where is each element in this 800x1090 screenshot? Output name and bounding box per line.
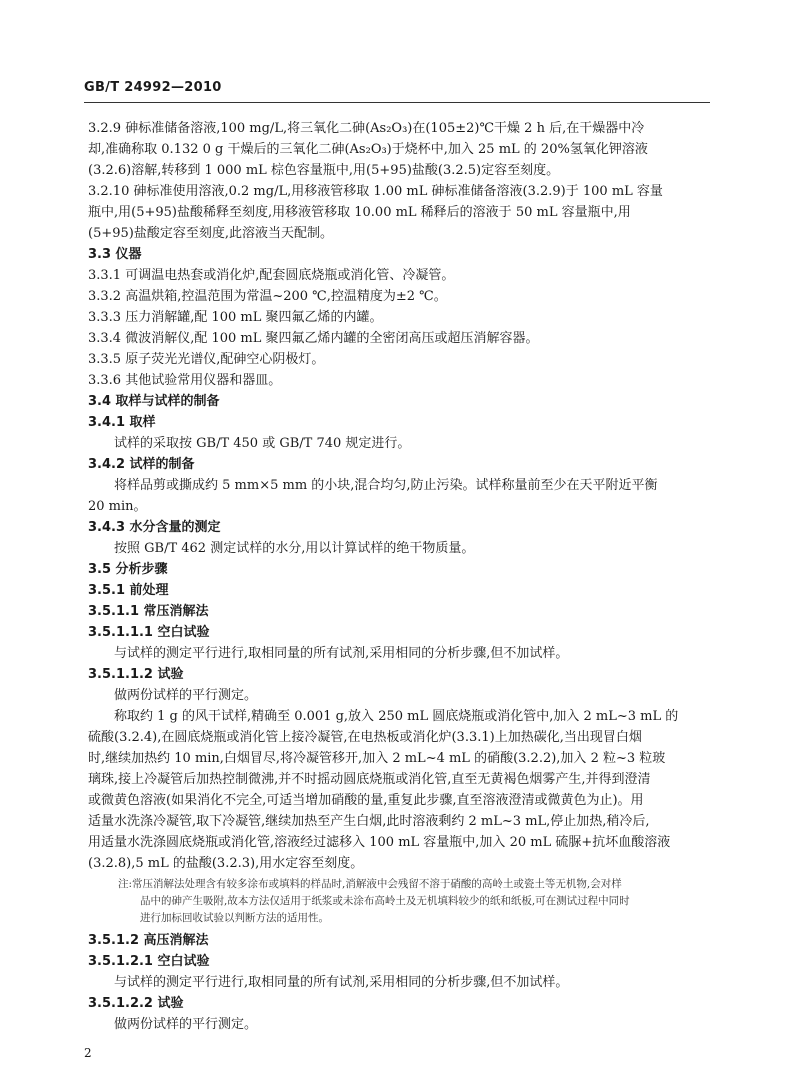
subsection-heading: 3.5.1.2.1 空白试验: [88, 954, 210, 969]
subsection-heading: 3.5.1 前处理: [88, 583, 169, 598]
page-number: 2: [84, 1046, 92, 1060]
subsection-heading: 3.4.2 试样的制备: [88, 457, 195, 472]
text-line: 做两份试样的平行测定。: [114, 1017, 258, 1032]
note-line: 品中的砷产生吸附,故本方法仅适用于纸浆或未涂布高岭土及无机填料较少的纸和纸板,可在测试过程中同时: [140, 895, 630, 907]
text-line: 3.2.9 砷标准储备溶液,100 mg/L,将三氧化二砷(As₂O₃)在(105±2)℃干燥 2 h 后,在干燥器中冷: [88, 121, 645, 136]
text-line: 称取约 1 g 的风干试样,精确至 0.001 g,放入 250 mL 圆底烧瓶或消化管中,加入 2 mL~3 mL 的: [114, 709, 679, 724]
text-line: (3.2.8),5 mL 的盐酸(3.2.3),用水定容至刻度。: [88, 856, 364, 871]
subsection-heading: 3.5.1.2 高压消解法: [88, 933, 209, 948]
text-line: 与试样的测定平行进行,取相同量的所有试剂,采用相同的分析步骤,但不加试样。: [114, 646, 569, 661]
text-line: 3.3.3 压力消解罐,配 100 mL 聚四氟乙烯的内罐。: [88, 310, 383, 325]
subsection-heading: 3.5.1.2.2 试验: [88, 996, 184, 1011]
text-line: 3.3.5 原子荧光光谱仪,配砷空心阴极灯。: [88, 352, 325, 367]
header-rule: [84, 102, 710, 103]
text-line: 硫酸(3.2.4),在圆底烧瓶或消化管上接冷凝管,在电热板或消化炉(3.3.1)上加热碳化,当出现冒白烟: [88, 730, 642, 745]
text-line: 时,继续加热约 10 min,白烟冒尽,将冷凝管移开,加入 2 mL~4 mL 的硝酸(3.2.2),加入 2 粒~3 粒玻: [88, 751, 666, 766]
text-line: 3.3.6 其他试验常用仪器和器皿。: [88, 373, 282, 388]
standard-header: GB/T 24992—2010: [84, 80, 222, 95]
subsection-heading: 3.4.1 取样: [88, 415, 156, 430]
text-line: 适量水洗涤冷凝管,取下冷凝管,继续加热至产生白烟,此时溶液剩约 2 mL~3 mL,停止加热,稍冷后,: [88, 814, 650, 829]
text-line: 3.3.1 可调温电热套或消化炉,配套圆底烧瓶或消化管、冷凝管。: [88, 268, 455, 283]
text-line: 璃珠,接上冷凝管后加热控制微沸,并不时摇动圆底烧瓶或消化管,直至无黄褐色烟雾产生,并得到澄清: [88, 772, 651, 787]
text-line: 20 min。: [88, 499, 147, 514]
text-line: 试样的采取按 GB/T 450 或 GB/T 740 规定进行。: [114, 436, 411, 451]
text-line: 将样品剪或撕成约 5 mm×5 mm 的小块,混合均匀,防止污染。试样称量前至少在天平附近平衡: [114, 478, 658, 493]
section-heading: 3.3 仪器: [88, 247, 142, 262]
text-line: 3.3.2 高温烘箱,控温范围为常温~200 ℃,控温精度为±2 ℃。: [88, 289, 447, 304]
subsection-heading: 3.4.3 水分含量的测定: [88, 520, 221, 535]
text-line: 或微黄色溶液(如果消化不完全,可适当增加硝酸的量,重复此步骤,直至溶液澄清或微黄色为止)。用: [88, 793, 644, 808]
subsection-heading: 3.5.1.1.2 试验: [88, 667, 184, 682]
text-line: 用适量水洗涤圆底烧瓶或消化管,溶液经过滤移入 100 mL 容量瓶中,加入 20 mL 硫脲+抗坏血酸溶液: [88, 835, 671, 850]
text-line: 3.2.10 砷标准使用溶液,0.2 mg/L,用移液管移取 1.00 mL 砷标准储备溶液(3.2.9)于 100 mL 容量: [88, 184, 663, 199]
text-line: (5+95)盐酸定容至刻度,此溶液当天配制。: [88, 226, 333, 241]
subsection-heading: 3.5.1.1 常压消解法: [88, 604, 209, 619]
text-line: 与试样的测定平行进行,取相同量的所有试剂,采用相同的分析步骤,但不加试样。: [114, 975, 569, 990]
text-line: (3.2.6)溶解,转移到 1 000 mL 棕色容量瓶中,用(5+95)盐酸(3.2.5)定容至刻度。: [88, 163, 560, 178]
text-line: 按照 GB/T 462 测定试样的水分,用以计算试样的绝干物质量。: [114, 541, 475, 556]
text-line: 却,准确称取 0.132 0 g 干燥后的三氧化二砷(As₂O₃)于烧杯中,加入 25 mL 的 20%氢氧化钾溶液: [88, 142, 648, 157]
text-line: 做两份试样的平行测定。: [114, 688, 258, 703]
section-heading: 3.4 取样与试样的制备: [88, 394, 220, 409]
section-heading: 3.5 分析步骤: [88, 562, 168, 577]
text-line: 瓶中,用(5+95)盐酸稀释至刻度,用移液管移取 10.00 mL 稀释后的溶液于 50 mL 容量瓶中,用: [88, 205, 631, 220]
note-line: 注:常压消解法处理含有较多涂布或填料的样品时,消解液中会残留不溶于硝酸的高岭土或瓷土等无机物,会对样: [118, 878, 622, 890]
subsection-heading: 3.5.1.1.1 空白试验: [88, 625, 210, 640]
note-line: 进行加标回收试验以判断方法的适用性。: [140, 912, 329, 924]
text-line: 3.3.4 微波消解仪,配 100 mL 聚四氟乙烯内罐的全密闭高压或超压消解容器。: [88, 331, 539, 346]
